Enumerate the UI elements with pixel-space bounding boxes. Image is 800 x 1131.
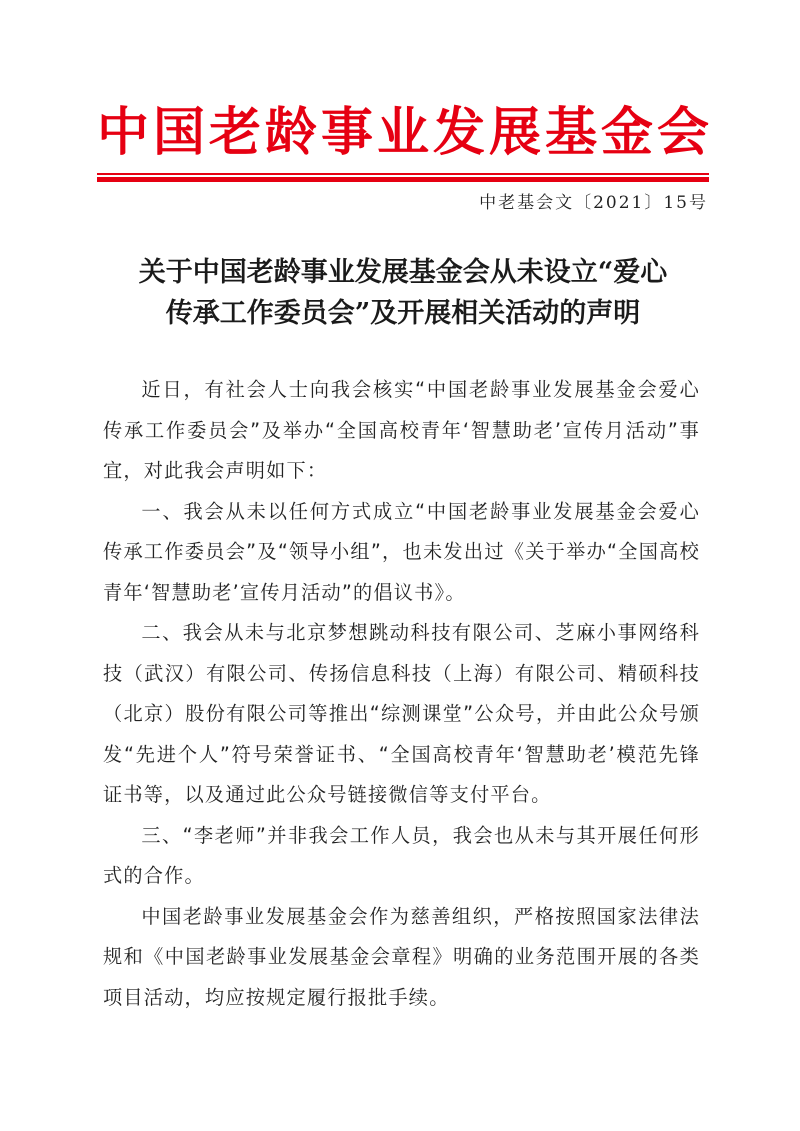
title-line-1: 关于中国老龄事业发展基金会从未设立“爱心 — [138, 257, 668, 288]
org-letterhead: 中国老龄事业发展基金会 — [97, 102, 714, 163]
document-body — [103, 370, 700, 1018]
title-line-2: 传承工作委员会”及开展相关活动的声明 — [165, 298, 641, 329]
paragraph-closing: 中国老龄事业发展基金会作为慈善组织，严格按照国家法律法规和《中国老龄事业发展基金会章程》明确的业务范围开展的各类项目活动，均应按规定履行报批手续。 — [103, 904, 700, 1009]
paragraph-point-2: 二、我会从未与北京梦想跳动科技有限公司、芝麻小事网络科技（武汉）有限公司、传扬信息科技（上海）有限公司、精硕科技（北京）股份有限公司等推出“综测课堂”公众号，并由此公众号颁发“先进个人”符号荣誉证书、“全国高校青年‘智慧助老’模范先锋证书等，以及通过此公众号链接微信等支付平台。 — [103, 621, 700, 806]
paragraph-point-3: 三、“李老师”并非我会工作人员，我会也从未与其开展任何形式的合作。 — [103, 823, 700, 887]
document-number: 中老基会文〔2021〕15号 — [479, 193, 708, 213]
paragraph-intro: 近日，有社会人士向我会核实“中国老龄事业发展基金会爱心传承工作委员会”及举办“全国高校青年‘智慧助老’宣传月活动”事宜，对此我会声明如下： — [103, 378, 700, 482]
thick-red-line — [97, 177, 709, 182]
paragraph-point-1: 一、我会从未以任何方式成立“中国老龄事业发展基金会爱心传承工作委员会”及“领导小组”，也未发出过《关于举办“全国高校青年‘智慧助老’宣传月活动”的倡议书》。 — [103, 499, 700, 604]
thin-red-line — [97, 173, 709, 175]
document-title — [97, 252, 709, 334]
